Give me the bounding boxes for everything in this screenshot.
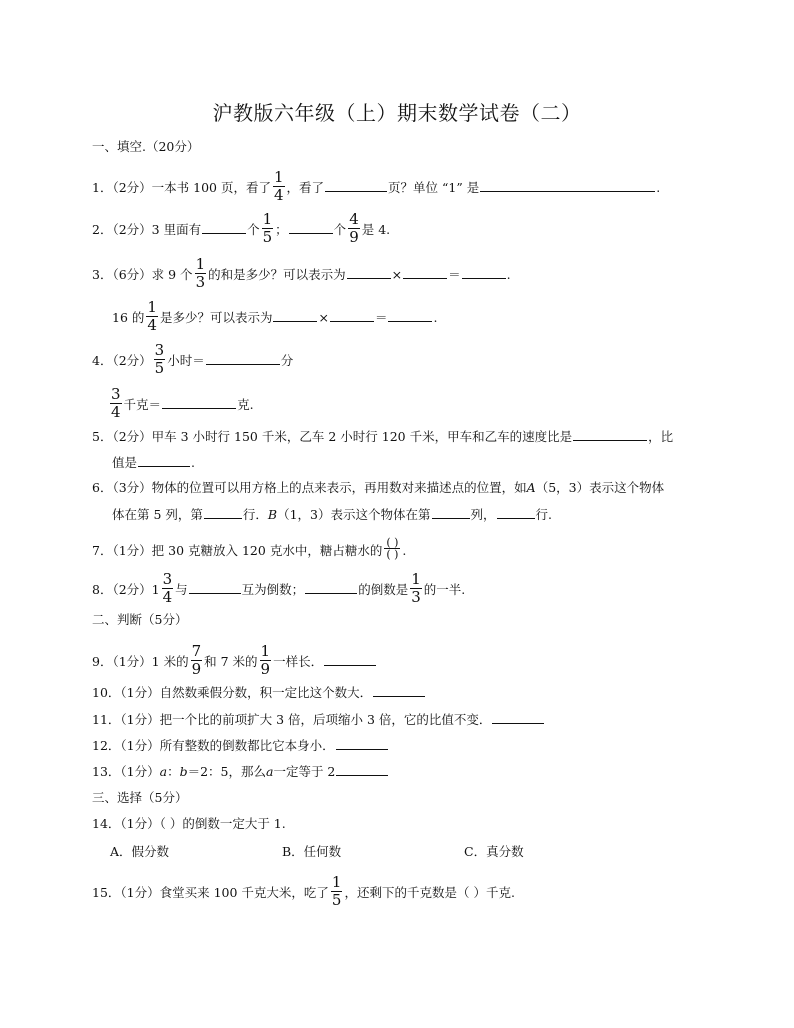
question-12: 12．（1分）所有整数的倒数都比它本身小． [92, 737, 389, 754]
answer-blank[interactable] [189, 581, 241, 594]
fraction: $\frac{4}{9}$ [349, 210, 359, 246]
section-2-heading: 二、判断（5分） [92, 612, 188, 627]
question-11: 11．（1分）把一个比的前项扩大 3 倍，后项缩小 3 倍，它的比值不变． [92, 711, 545, 728]
question-5: 5．（2分）甲车 3 小时行 150 千米，乙车 2 小时行 120 千米，甲车和乙车的速度比是 ，比 [92, 429, 674, 444]
answer-blank[interactable] [273, 309, 317, 322]
answer-blank[interactable] [289, 221, 333, 234]
question-9: 9．（1分）1 米的 $\frac{7}{9}$ 和 7 米的 $\frac{1}{9}$ 一样长． [92, 646, 377, 679]
answer-blank[interactable] [373, 684, 425, 697]
fraction: $\frac{7}{9}$ [191, 642, 202, 678]
answer-blank[interactable] [206, 352, 280, 365]
answer-blank[interactable] [162, 396, 236, 409]
question-14: 14．（1分）（ ）的倒数一定大于 1. [92, 816, 286, 831]
fraction: $\frac{3}{4}$ [111, 385, 121, 421]
fraction: $\frac{1}{3}$ [195, 255, 206, 291]
question-15: 15．（1分）食堂买来 100 千克大米，吃了 $\frac{1}{5}$ ，还剩下的千克数是（ ）千克. [92, 873, 515, 909]
answer-blank[interactable] [324, 653, 376, 666]
answer-blank[interactable] [336, 737, 388, 750]
fraction: $\frac{1}{3}$ [411, 570, 421, 606]
question-10: 10．（1分）自然数乘假分数，积一定比这个数大． [92, 684, 426, 701]
fraction: $\frac{1}{5}$ [262, 210, 273, 246]
question-6: 6．（3分）物体的位置可以用方格上的点来表示，再用数对来描述点的位置，如A（5，3）表示这个物体 [92, 480, 665, 495]
answer-blank[interactable] [138, 454, 190, 467]
answer-blank[interactable] [497, 506, 535, 519]
question-13: 13．（1分）a：b＝2：5，那么a一定等于 2 [92, 763, 389, 780]
answer-blank[interactable] [347, 266, 391, 279]
answer-blank[interactable] [388, 309, 432, 322]
question-4-part-b: $\frac{3}{4}$ 千克＝ 克. [111, 385, 254, 421]
answer-blank[interactable] [432, 506, 470, 519]
question-6-cont: 体在第 5 列，第 行．B（1，3）表示这个物体在第 列， 行. [112, 507, 553, 522]
option-b[interactable]: B．任何数 [282, 844, 342, 859]
option-a[interactable]: A．假分数 [110, 844, 170, 859]
section-1-heading: 一、填空.（20分） [92, 139, 200, 154]
question-1: 1．（2分）一本书 100 页，看了 $\frac{1}{4}$ ，看了 页？单位 “1” 是 . [92, 168, 661, 204]
fraction: $\frac{1}{5}$ [331, 873, 342, 909]
answer-blank[interactable] [462, 266, 506, 279]
question-8: 8．（2分）1 $\frac{3}{4}$ 与 互为倒数； 的倒数是 $\frac{1}{3}$ 的一半. [92, 570, 466, 606]
question-7: 7．（1分）把 30 克糖放入 120 克水中，糖占糖水的 $\frac{( )}{( )}$ . [92, 536, 407, 561]
question-5-cont: 值是 . [112, 455, 195, 470]
question-3: 3．（6分）求 9 个 $\frac{1}{3}$ 的和是多少？可以表示为 × ＝ . [92, 255, 511, 291]
fraction: $\frac{3}{4}$ [162, 570, 173, 606]
fraction: $\frac{1}{4}$ [273, 168, 284, 204]
answer-blank[interactable] [305, 581, 357, 594]
question-2: 2．（2分）3 里面有 个 $\frac{1}{5}$ ； 个 $\frac{4}{9}$ 是 4. [92, 210, 391, 246]
answer-blank[interactable] [325, 179, 387, 192]
fraction: $\frac{1}{9}$ [260, 642, 271, 678]
answer-blank[interactable] [480, 179, 655, 192]
fraction: $\frac{3}{5}$ [154, 341, 165, 377]
answer-blank[interactable] [202, 221, 246, 234]
answer-blank[interactable] [204, 506, 242, 519]
fraction-blank[interactable]: $\frac{( )}{( )}$ [386, 536, 399, 561]
answer-blank[interactable] [330, 309, 374, 322]
fraction: $\frac{1}{4}$ [147, 298, 157, 334]
question-4: 4．（2分） $\frac{3}{5}$ 小时＝ 分 [92, 341, 294, 377]
page-title: 沪教版六年级（上）期末数学试卷（二） [212, 101, 582, 125]
answer-blank[interactable] [336, 763, 388, 776]
section-3-heading: 三、选择（5分） [92, 790, 188, 805]
answer-blank[interactable] [573, 428, 647, 441]
answer-blank[interactable] [403, 266, 447, 279]
answer-blank[interactable] [492, 711, 544, 724]
question-3-part-b: 16 的 $\frac{1}{4}$ 是多少？可以表示为 × ＝ . [112, 298, 438, 334]
option-c[interactable]: C．真分数 [464, 844, 524, 859]
